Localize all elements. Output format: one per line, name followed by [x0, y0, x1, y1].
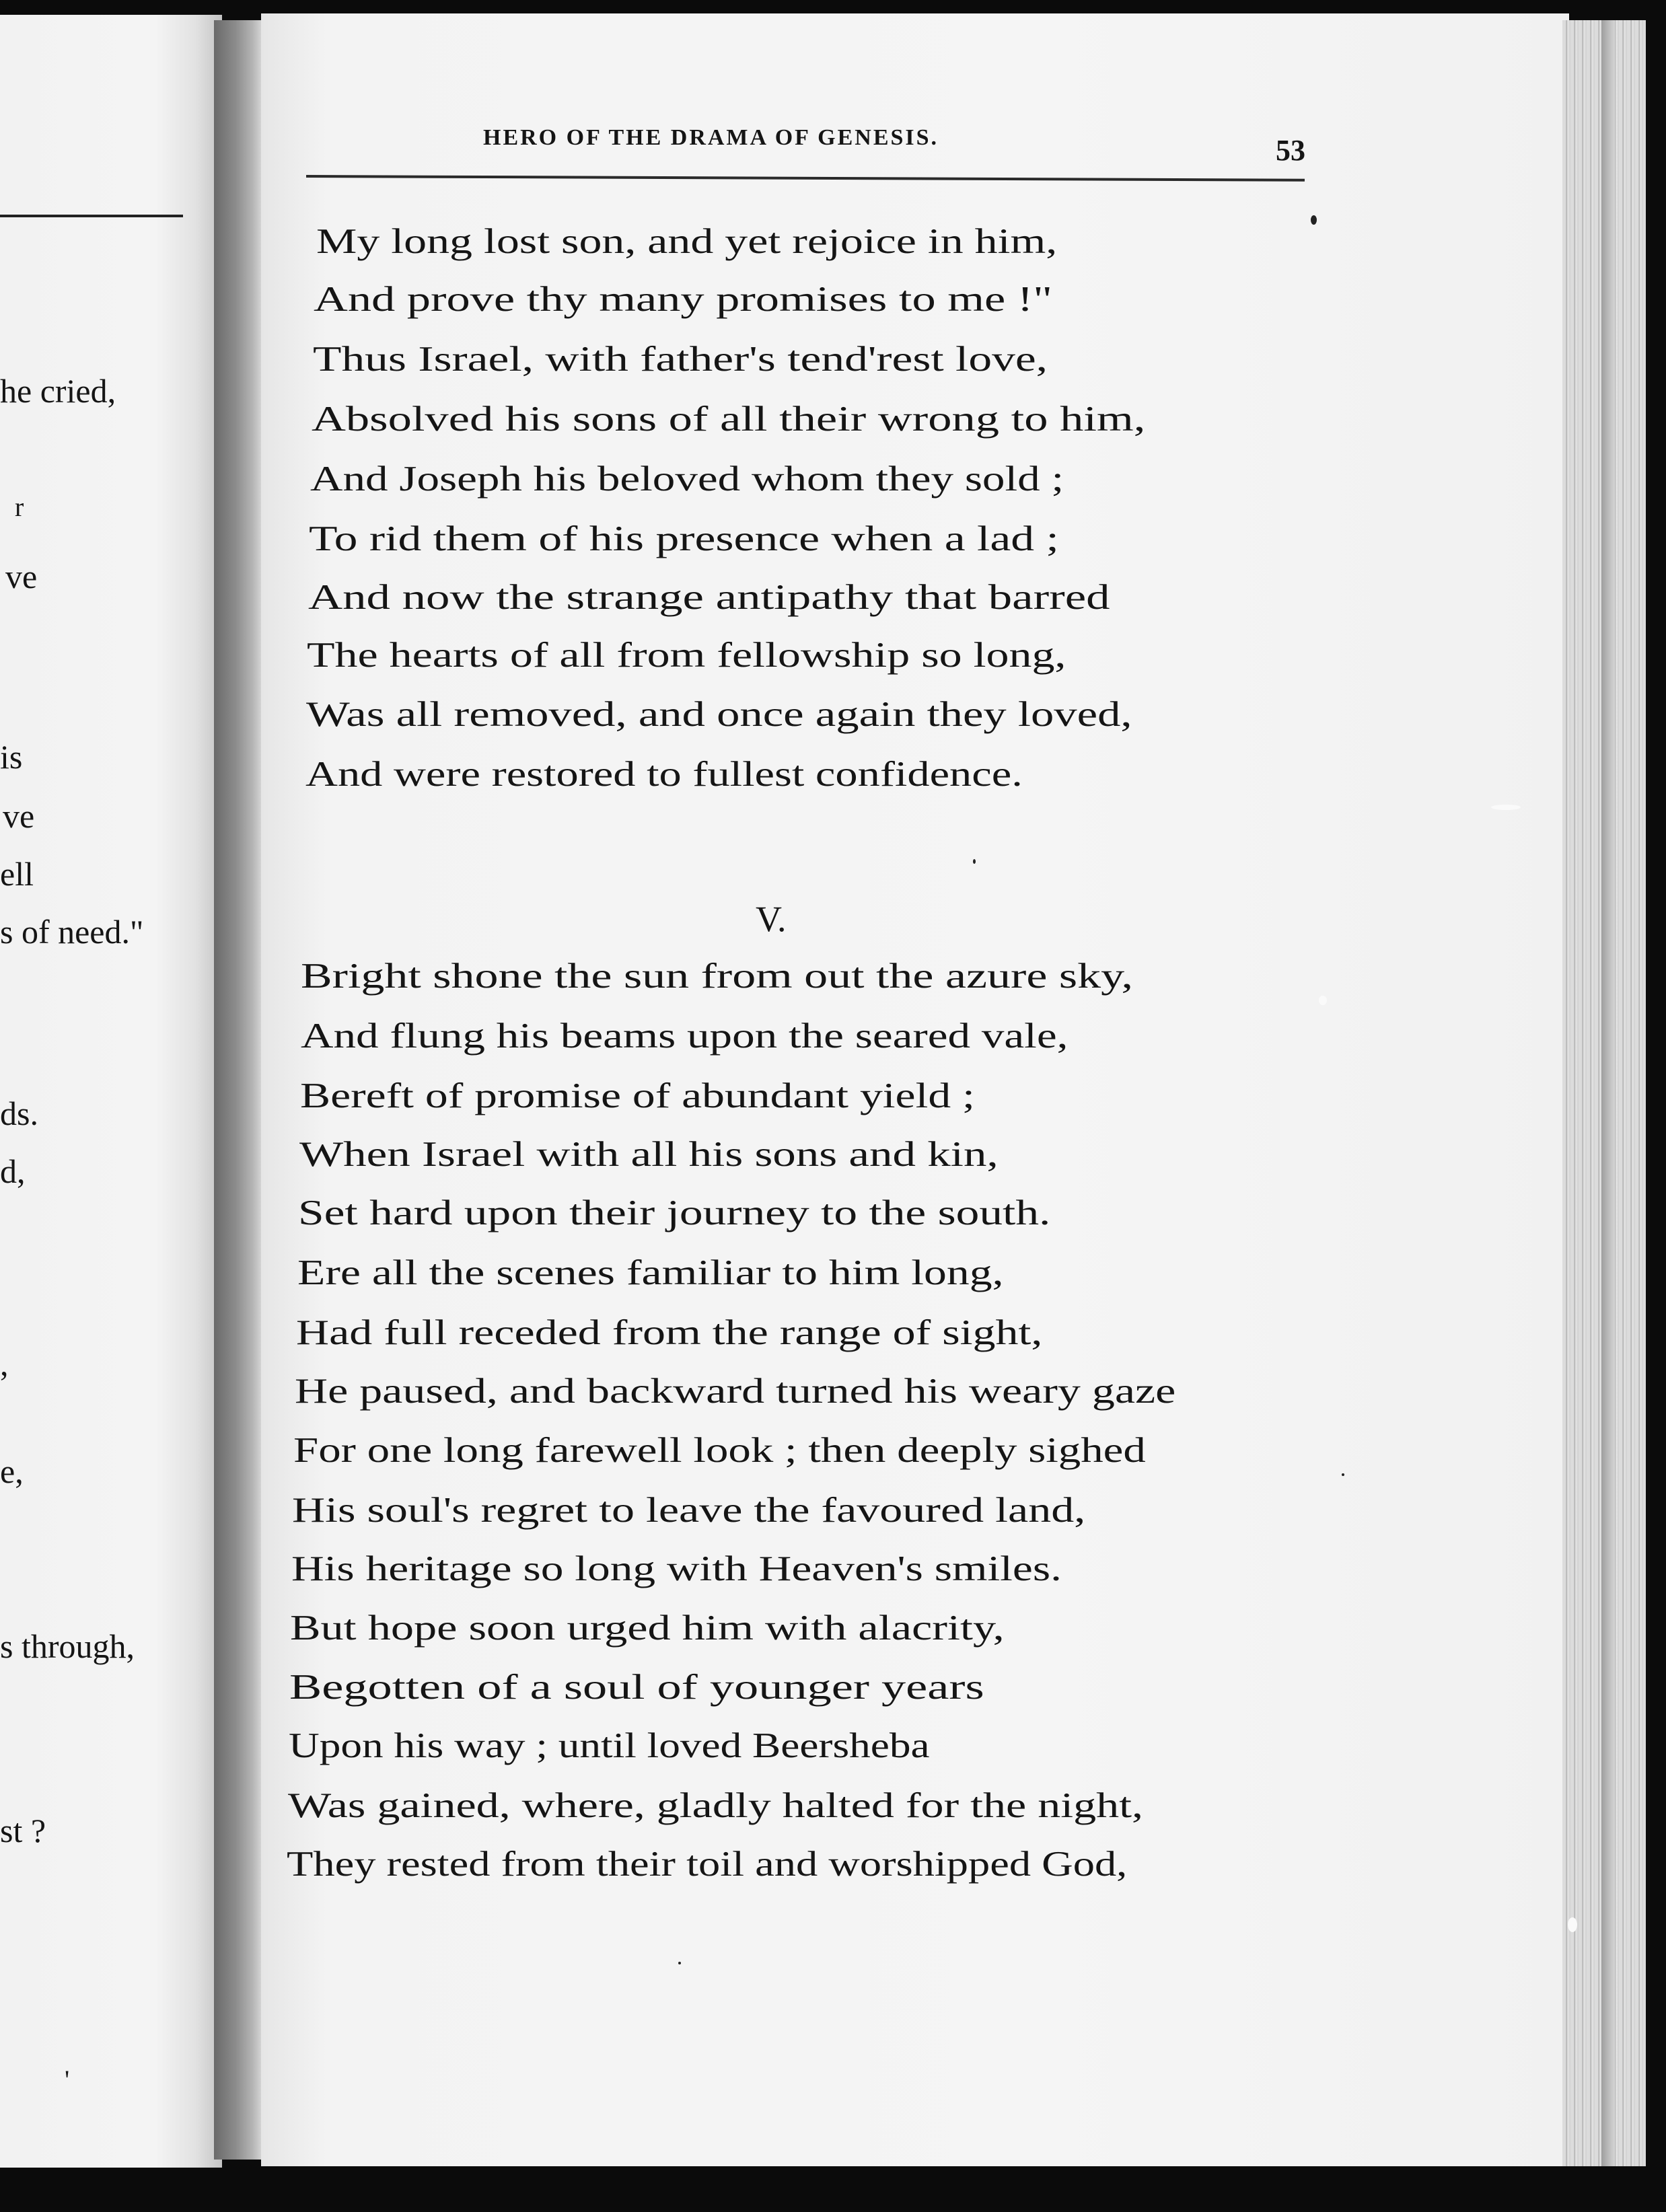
scan-speck	[973, 859, 976, 864]
verse-line: Was gained, where, gladly halted for the night,	[288, 1786, 1144, 1825]
left-line: e,	[0, 1452, 24, 1490]
scan-speck	[1319, 996, 1327, 1005]
verse-line: And prove thy many promises to me !"	[314, 280, 1053, 319]
verse-line: His soul's regret to leave the favoured land,	[292, 1491, 1086, 1530]
left-line: ve	[5, 558, 38, 595]
section-numeral: V.	[756, 899, 787, 939]
verse-line: And Joseph his beloved whom they sold ;	[310, 459, 1064, 499]
verse-line: Thus Israel, with father's tend'rest love,	[313, 340, 1048, 379]
book-gutter-shadow	[214, 20, 262, 2160]
scan-speck	[1311, 215, 1317, 225]
verse-line: He paused, and backward turned his weary gaze	[295, 1372, 1176, 1411]
scan-speck	[1342, 1473, 1344, 1476]
verse-line: And now the strange antipathy that barred	[308, 578, 1110, 617]
verse-line: They rested from their toil and worshipped God,	[287, 1845, 1128, 1884]
left-line: ve	[3, 797, 35, 835]
verse-line: Set hard upon their journey to the south.	[298, 1193, 1051, 1232]
verse-line: To rid them of his presence when a lad ;	[309, 519, 1059, 558]
verse-line: The hearts of all from fellowship so long,	[307, 636, 1066, 675]
running-head: HERO OF THE DRAMA OF GENESIS.	[483, 125, 939, 150]
left-line: ,	[0, 1345, 9, 1382]
left-line: he cried,	[0, 372, 116, 410]
scan-speck	[1568, 1917, 1577, 1932]
verse-line: When Israel with all his sons and kin,	[299, 1135, 999, 1174]
left-line: s of need."	[0, 913, 144, 951]
verse-line: But hope soon urged him with alacrity,	[290, 1609, 1005, 1648]
verse-line: For one long farewell look ; then deeply sighed	[293, 1431, 1146, 1470]
verse-line: And flung his beams upon the seared vale,	[301, 1017, 1069, 1056]
verse-line: Ere all the scenes familiar to him long,	[297, 1253, 1004, 1292]
left-line: ell	[0, 855, 34, 893]
verse-line: And were restored to fullest confidence.	[305, 755, 1023, 794]
left-line: r	[15, 492, 24, 522]
scan-speck	[1491, 805, 1521, 810]
left-line: is	[0, 738, 23, 776]
verse-line: Bereft of promise of abundant yield ;	[300, 1076, 975, 1115]
verse-line: Upon his way ; until loved Beersheba	[289, 1726, 930, 1765]
verse-line: Was all removed, and once again they loved,	[306, 695, 1132, 734]
page-number: 53	[1276, 134, 1305, 167]
verse-line: Begotten of a soul of younger years	[289, 1668, 984, 1707]
left-line: st ?	[0, 1812, 46, 1849]
verse-line: My long lost son, and yet rejoice in him,	[316, 222, 1058, 261]
verse-line: Bright shone the sun from out the azure sky,	[301, 957, 1134, 996]
left-line: ds.	[0, 1095, 38, 1132]
verse-line: His heritage so long with Heaven's smiles.	[291, 1549, 1062, 1588]
page-edge-shadow	[1601, 20, 1615, 2166]
left-page-fragment	[0, 15, 222, 2168]
left-line: s through,	[0, 1627, 135, 1665]
verse-line: Had full receded from the range of sight,	[296, 1313, 1043, 1352]
left-page-header-rule	[0, 215, 183, 217]
verse-line: Absolved his sons of all their wrong to him,	[312, 400, 1146, 439]
left-line: '	[65, 2065, 70, 2095]
scan-speck	[678, 1962, 681, 1964]
left-line: d,	[0, 1152, 26, 1190]
